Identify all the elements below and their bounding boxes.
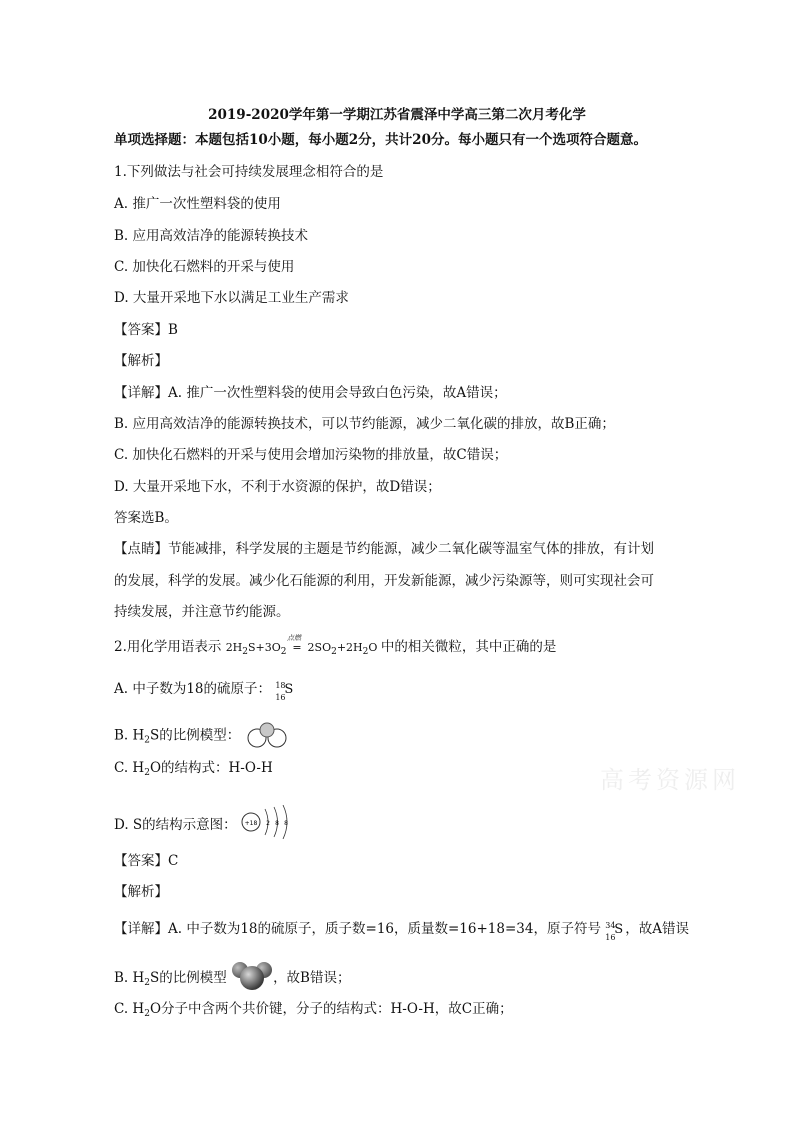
option-text: C. H	[114, 760, 145, 776]
ion-core-label: +18	[244, 820, 258, 827]
detail-text: A. 中子数为18的硫原子，质子数=16，质量数=16+18=34，原子符号	[168, 921, 601, 937]
shell-count: 8	[275, 820, 279, 827]
q1-analysis-label: 【解析】	[114, 353, 168, 369]
reaction-condition	[287, 634, 304, 658]
subscript: 2	[242, 647, 249, 657]
q2-detail-b	[114, 960, 350, 993]
tip-label: 【点睛】	[114, 541, 168, 557]
q2-analysis-label: 【解析】	[114, 884, 168, 900]
tip-text: 节能减排，科学发展的主题是节约能源，减少二氧化碳等温室气体的排放，有计划	[168, 541, 654, 557]
detail-text: O分子中含两个共价键，分子的结构式：H-O-H，故C正确；	[149, 1001, 513, 1017]
detail-text: ，故A错误	[625, 921, 690, 937]
shell-count: 2	[266, 820, 270, 827]
nuclide-symbol	[275, 678, 295, 702]
q2-stem	[114, 634, 557, 662]
q1-option-b: B. 应用高效洁净的能源转换技术	[114, 228, 309, 244]
q1-option-a: A. 推广一次性塑料袋的使用	[114, 196, 281, 212]
detail-text: A. 推广一次性塑料袋的使用会导致白色污染，故A错误；	[168, 385, 507, 401]
subscript: 2	[280, 647, 287, 657]
answer-label: 【答案】	[114, 853, 168, 869]
q1-detail-c: C. 加快化石燃料的开采与使用会增加污染物的排放量，故C错误；	[114, 447, 508, 463]
q2-detail-c	[114, 999, 513, 1024]
detail-text: S的比例模型	[150, 970, 227, 986]
q1-detail-a	[114, 383, 507, 403]
detail-text: ，故B错误；	[273, 970, 351, 986]
condition-text: 点燃	[287, 634, 302, 642]
detail-label: 【详解】	[114, 385, 168, 401]
q2-option-d	[114, 805, 301, 839]
q1-option-c: C. 加快化石燃料的开采与使用	[114, 259, 295, 275]
eq-part: 2SO	[307, 641, 332, 654]
option-text: O的结构式：H-O-H	[149, 760, 273, 776]
subscript: 2	[144, 978, 151, 988]
ion-structure-diagram-icon	[241, 805, 301, 839]
page-title: 2019-2020学年第一学期江苏省震泽中学高三第二次月考化学	[208, 107, 586, 123]
watermark: 高考资源网	[600, 766, 740, 794]
subscript: 2	[331, 647, 337, 657]
nuclide-symbol	[605, 918, 625, 942]
q1-answer	[114, 320, 178, 340]
subscript: 2	[144, 735, 151, 746]
atomic-number: 16	[605, 933, 616, 942]
detail-text: B. H	[114, 970, 145, 986]
stem-pre: 2.用化学用语表示	[114, 639, 222, 655]
atomic-number: 16	[275, 693, 286, 702]
answer-value: C	[168, 853, 179, 869]
section-heading: 单项选择题：本题包括10小题，每小题2分，共计20分。每小题只有一个选项符合题意。	[114, 132, 647, 148]
q1-tip-1	[114, 539, 654, 559]
q2-option-a	[114, 678, 295, 702]
q2-detail-a	[114, 918, 690, 942]
stem-post: 中的相关微粒，其中正确的是	[380, 639, 557, 655]
option-text: B. H	[114, 727, 145, 744]
element-symbol: S	[284, 682, 294, 697]
answer-value: B	[168, 322, 178, 338]
q2-answer	[114, 851, 178, 871]
subscript: 2	[144, 1009, 150, 1019]
mass-number: 34	[605, 921, 616, 930]
detail-text: C. H	[114, 1001, 145, 1017]
q1-option-d: D. 大量开采地下水以满足工业生产需求	[114, 290, 349, 306]
q1-tip-3: 持续发展，并注意节约能源。	[114, 604, 290, 620]
option-text: A. 中子数为18的硫原子：	[114, 681, 272, 697]
eq-part: 2H	[225, 641, 243, 654]
eq-part: S+3O	[248, 641, 281, 654]
eq-part: +2H	[336, 641, 363, 654]
equation	[225, 634, 381, 657]
detail-label: 【详解】	[114, 921, 168, 937]
subscript: 2	[144, 768, 150, 778]
eq-part: O	[368, 641, 378, 654]
q1-stem: 1.下列做法与社会可持续发展理念相符合的是	[114, 164, 384, 180]
h2s-space-filling-model-icon	[231, 960, 273, 992]
q1-tip-2: 的发展，科学的发展。减少化石能源的利用，开发新能源，减少污染源等，则可实现社会可	[114, 573, 654, 589]
space-filling-model-icon	[245, 722, 295, 750]
answer-label: 【答案】	[114, 322, 168, 338]
subscript: 2	[362, 647, 369, 657]
q2-option-b	[114, 722, 295, 751]
shell-count: 8	[284, 820, 288, 827]
option-text: D. S的结构示意图：	[114, 817, 237, 833]
equals-sign: =	[292, 641, 302, 654]
element-symbol: S	[614, 922, 624, 937]
q1-choose: 答案选B。	[114, 510, 178, 526]
q2-option-c	[114, 758, 273, 783]
q1-detail-d: D. 大量开采地下水，不利于水资源的保护，故D错误；	[114, 479, 441, 495]
option-text: S的比例模型：	[150, 727, 241, 744]
mass-number: 18	[275, 681, 286, 690]
q1-detail-b: B. 应用高效洁净的能源转换技术，可以节约能源，减少二氧化碳的排放，故B正确；	[114, 416, 615, 432]
